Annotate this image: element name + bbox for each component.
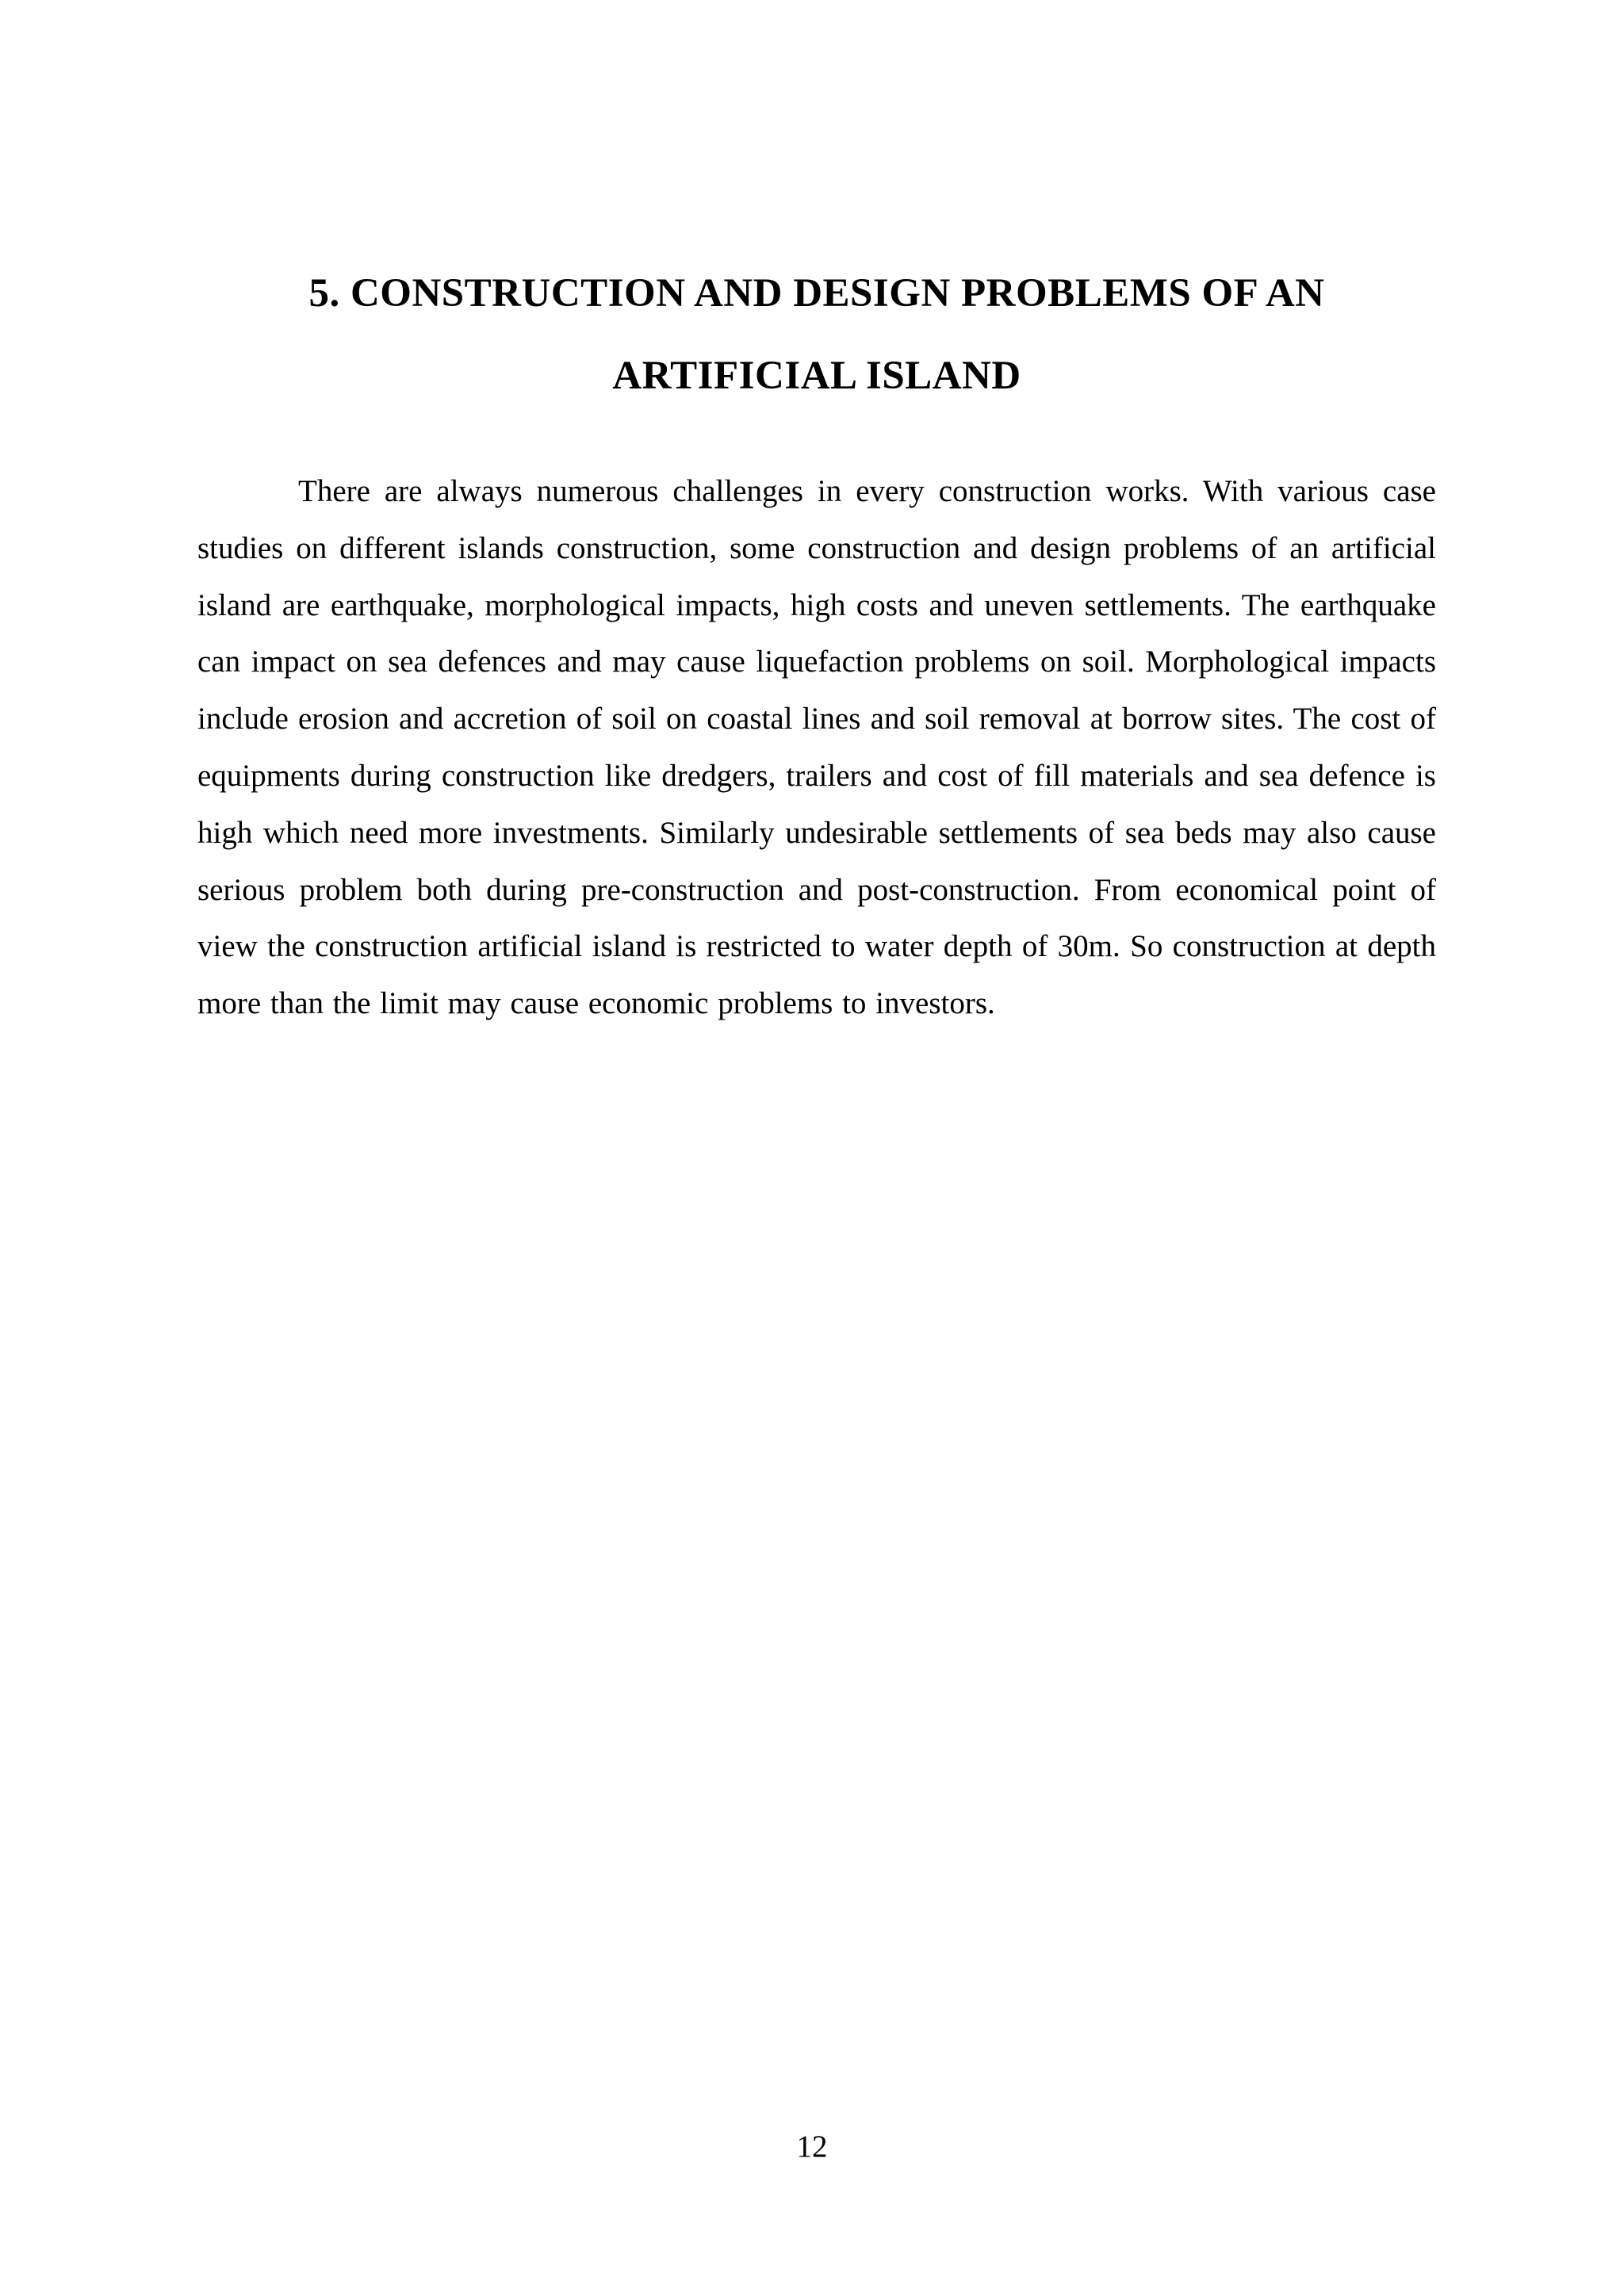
body-paragraph: There are always numerous challenges in every construction works. With various case studies on different islands construction, some construction and design problems of an artificial island are earthquake, morphological impacts, high costs and uneven settlements. The earthquake can impact on sea defences and may cause liquefaction problems on soil. Morphological impacts include erosion and accretion of soil on coastal lines and soil removal at borrow sites. The cost of equipments during construction like dredgers, trailers and cost of fill materials and sea defence is high which need more investments. Similarly undesirable settlements of sea beds may also cause serious problem both during pre-construction and post-construction. From economical point of view the construction artificial island is restricted to water depth of 30m. So construction at depth more than the limit may cause economic problems to investors. — [197, 474, 1436, 1021]
section-heading-line-1: 5. CONSTRUCTION AND DESIGN PROBLEMS OF AN — [308, 271, 1325, 316]
section-heading-line-2: ARTIFICIAL ISLAND — [612, 354, 1021, 398]
page-number: 12 — [796, 2130, 828, 2164]
section-heading — [198, 252, 1435, 417]
